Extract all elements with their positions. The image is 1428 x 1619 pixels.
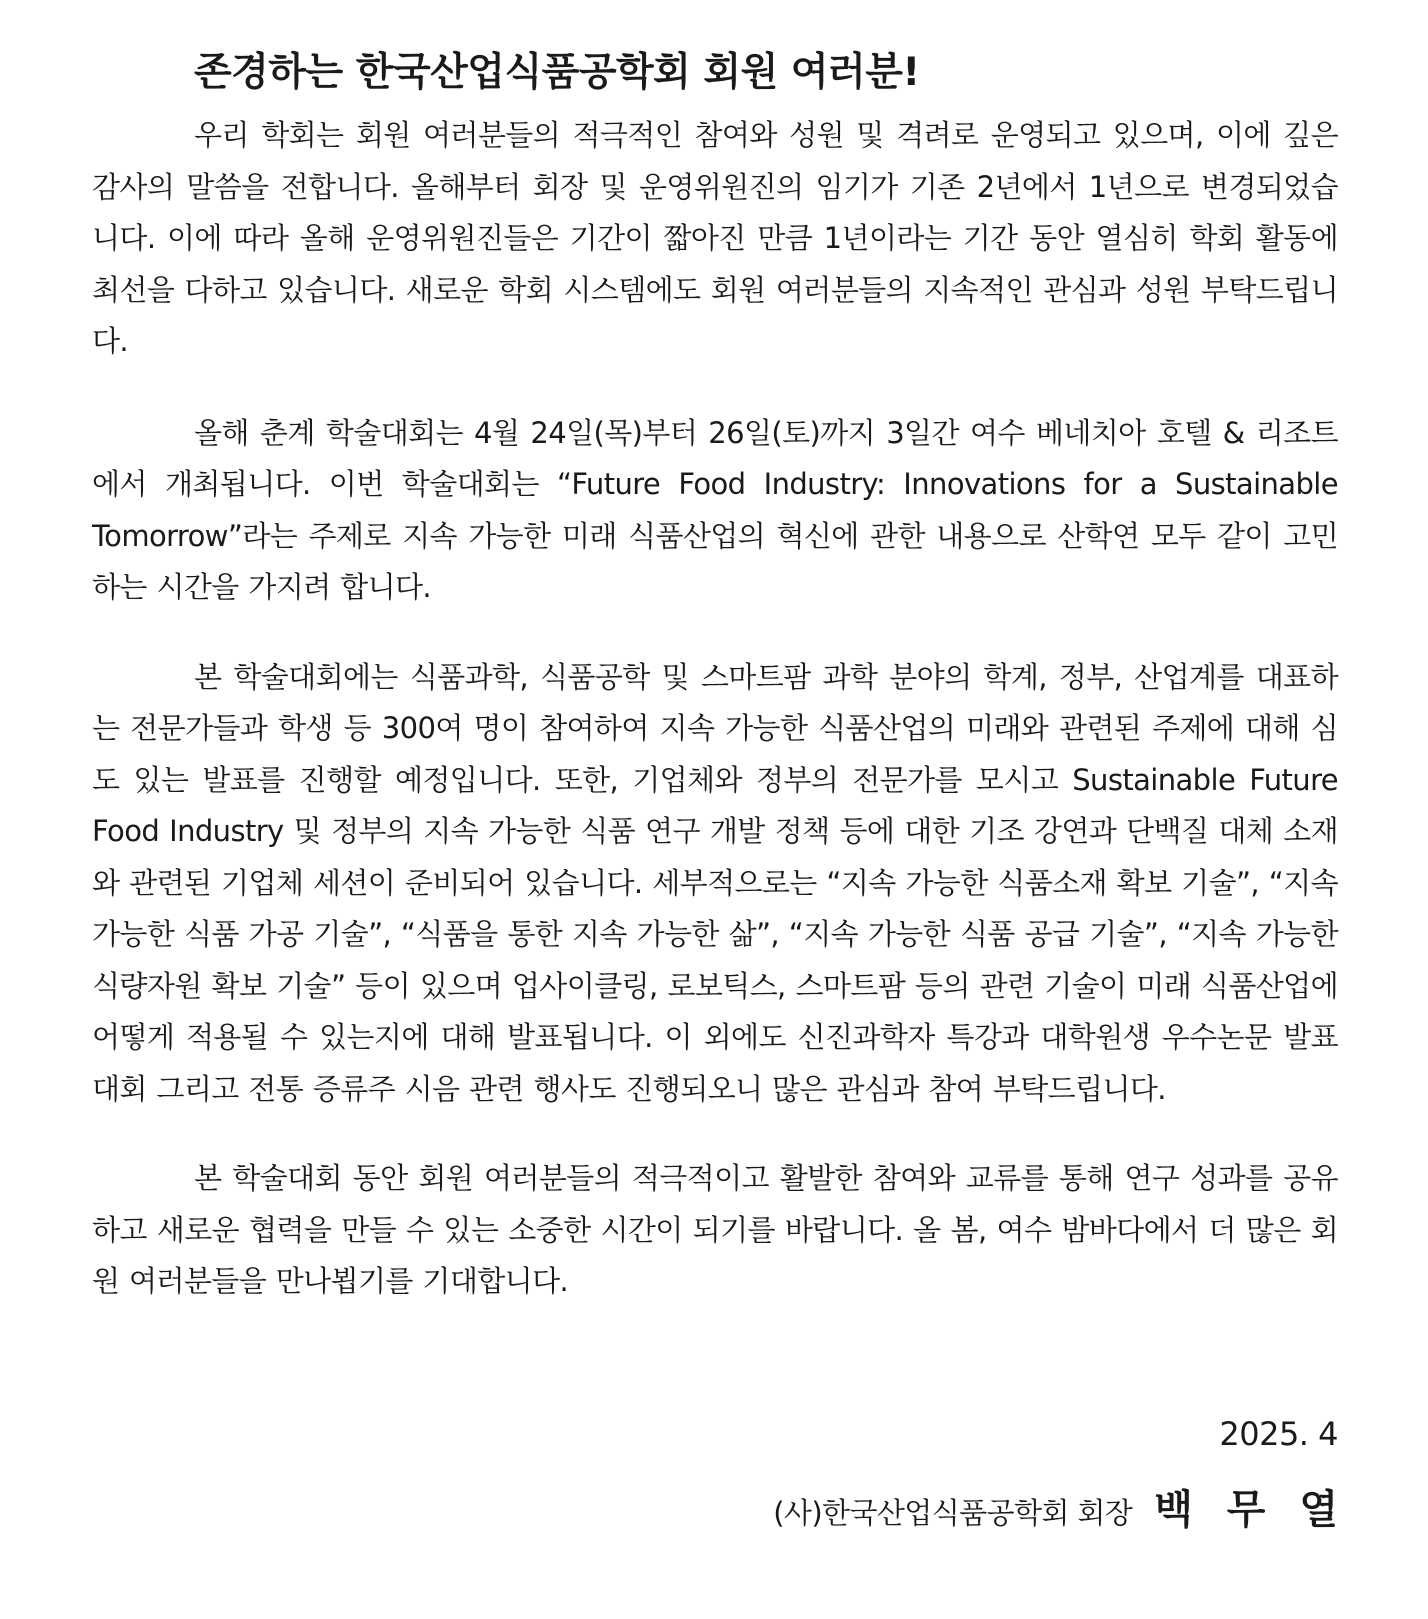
paragraph-4: 본 학술대회 동안 회원 여러분들의 적극적이고 활발한 참여와 교류를 통해 연구 성과를 공유하고 새로운 협력을 만들 수 있는 소중한 시간이 되기를 바랍니다. 올 봄, 여수 밤바다에서 더 많은 회원 여러분들을 만나뵙기를 기대합니다. xyxy=(92,1161,1338,1298)
letter-date: 2025. 4 xyxy=(1219,1415,1338,1453)
letter-greeting: 존경하는 한국산업식품공학회 회원 여러분! xyxy=(194,50,920,95)
paragraph-2: 올해 춘계 학술대회는 4월 24일(목)부터 26일(토)까지 3일간 여수 베네치아 호텔 & 리조트에서 개최됩니다. 이번 학술대회는 “Future Food Industry: Innovations for a Sustainable Tomorrow”라는 주제로 지속 가능한 미래 식품산업의 혁신에 관한 내용으로 산학연 모두 같이 고민하는 시간을 가지려 합니다. xyxy=(92,415,1338,604)
paragraph-3: 본 학술대회에는 식품과학, 식품공학 및 스마트팜 과학 분야의 학계, 정부, 산업계를 대표하는 전문가들과 학생 등 300여 명이 참여하여 지속 가능한 식품산업의 미래와 관련된 주제에 대해 심도 있는 발표를 진행할 예정입니다. 또한, 기업체와 정부의 전문가를 모시고 Sustainable Future Food Industry 및 정부의 지속 가능한 식품 연구 개발 정책 등에 대한 기조 강연과 단백질 대체 소재와 관련된 기업체 세션이 준비되어 있습니다. 세부적으로는 “지속 가능한 식품소재 확보 기술”, “지속 가능한 식품 가공 기술”, “식품을 통한 지속 가능한 삶”, “지속 가능한 식품 공급 기술”, “지속 가능한 식량자원 확보 기술” 등이 있으며 업사이클링, 로보틱스, 스마트팜 등의 관련 기술이 미래 식품산업에 어떻게 적용될 수 있는지에 대해 발표됩니다. 이 외에도 신진과학자 특강과 대학원생 우수논문 발표대회 그리고 전통 증류주 시음 관련 행사도 진행되오니 많은 관심과 참여 부탁드립니다. xyxy=(92,659,1338,1106)
letter-body xyxy=(92,42,1338,1308)
signature-block xyxy=(773,1478,1348,1535)
president-name: 백 무 열 xyxy=(1154,1487,1348,1533)
paragraph-1: 우리 학회는 회원 여러분들의 적극적인 참여와 성원 및 격려로 운영되고 있으며, 이에 깊은 감사의 말씀을 전합니다. 올해부터 회장 및 운영위원진의 임기가 기존 2년에서 1년으로 변경되었습니다. 이에 따라 올해 운영위원진들은 기간이 짧아진 만큼 1년이라는 기간 동안 열심히 학회 활동에 최선을 다하고 있습니다. 새로운 학회 시스템에도 회원 여러분들의 지속적인 관심과 성원 부탁드립니다. xyxy=(92,118,1338,358)
organization-title: (사)한국산업식품공학회 회장 xyxy=(773,1496,1133,1530)
